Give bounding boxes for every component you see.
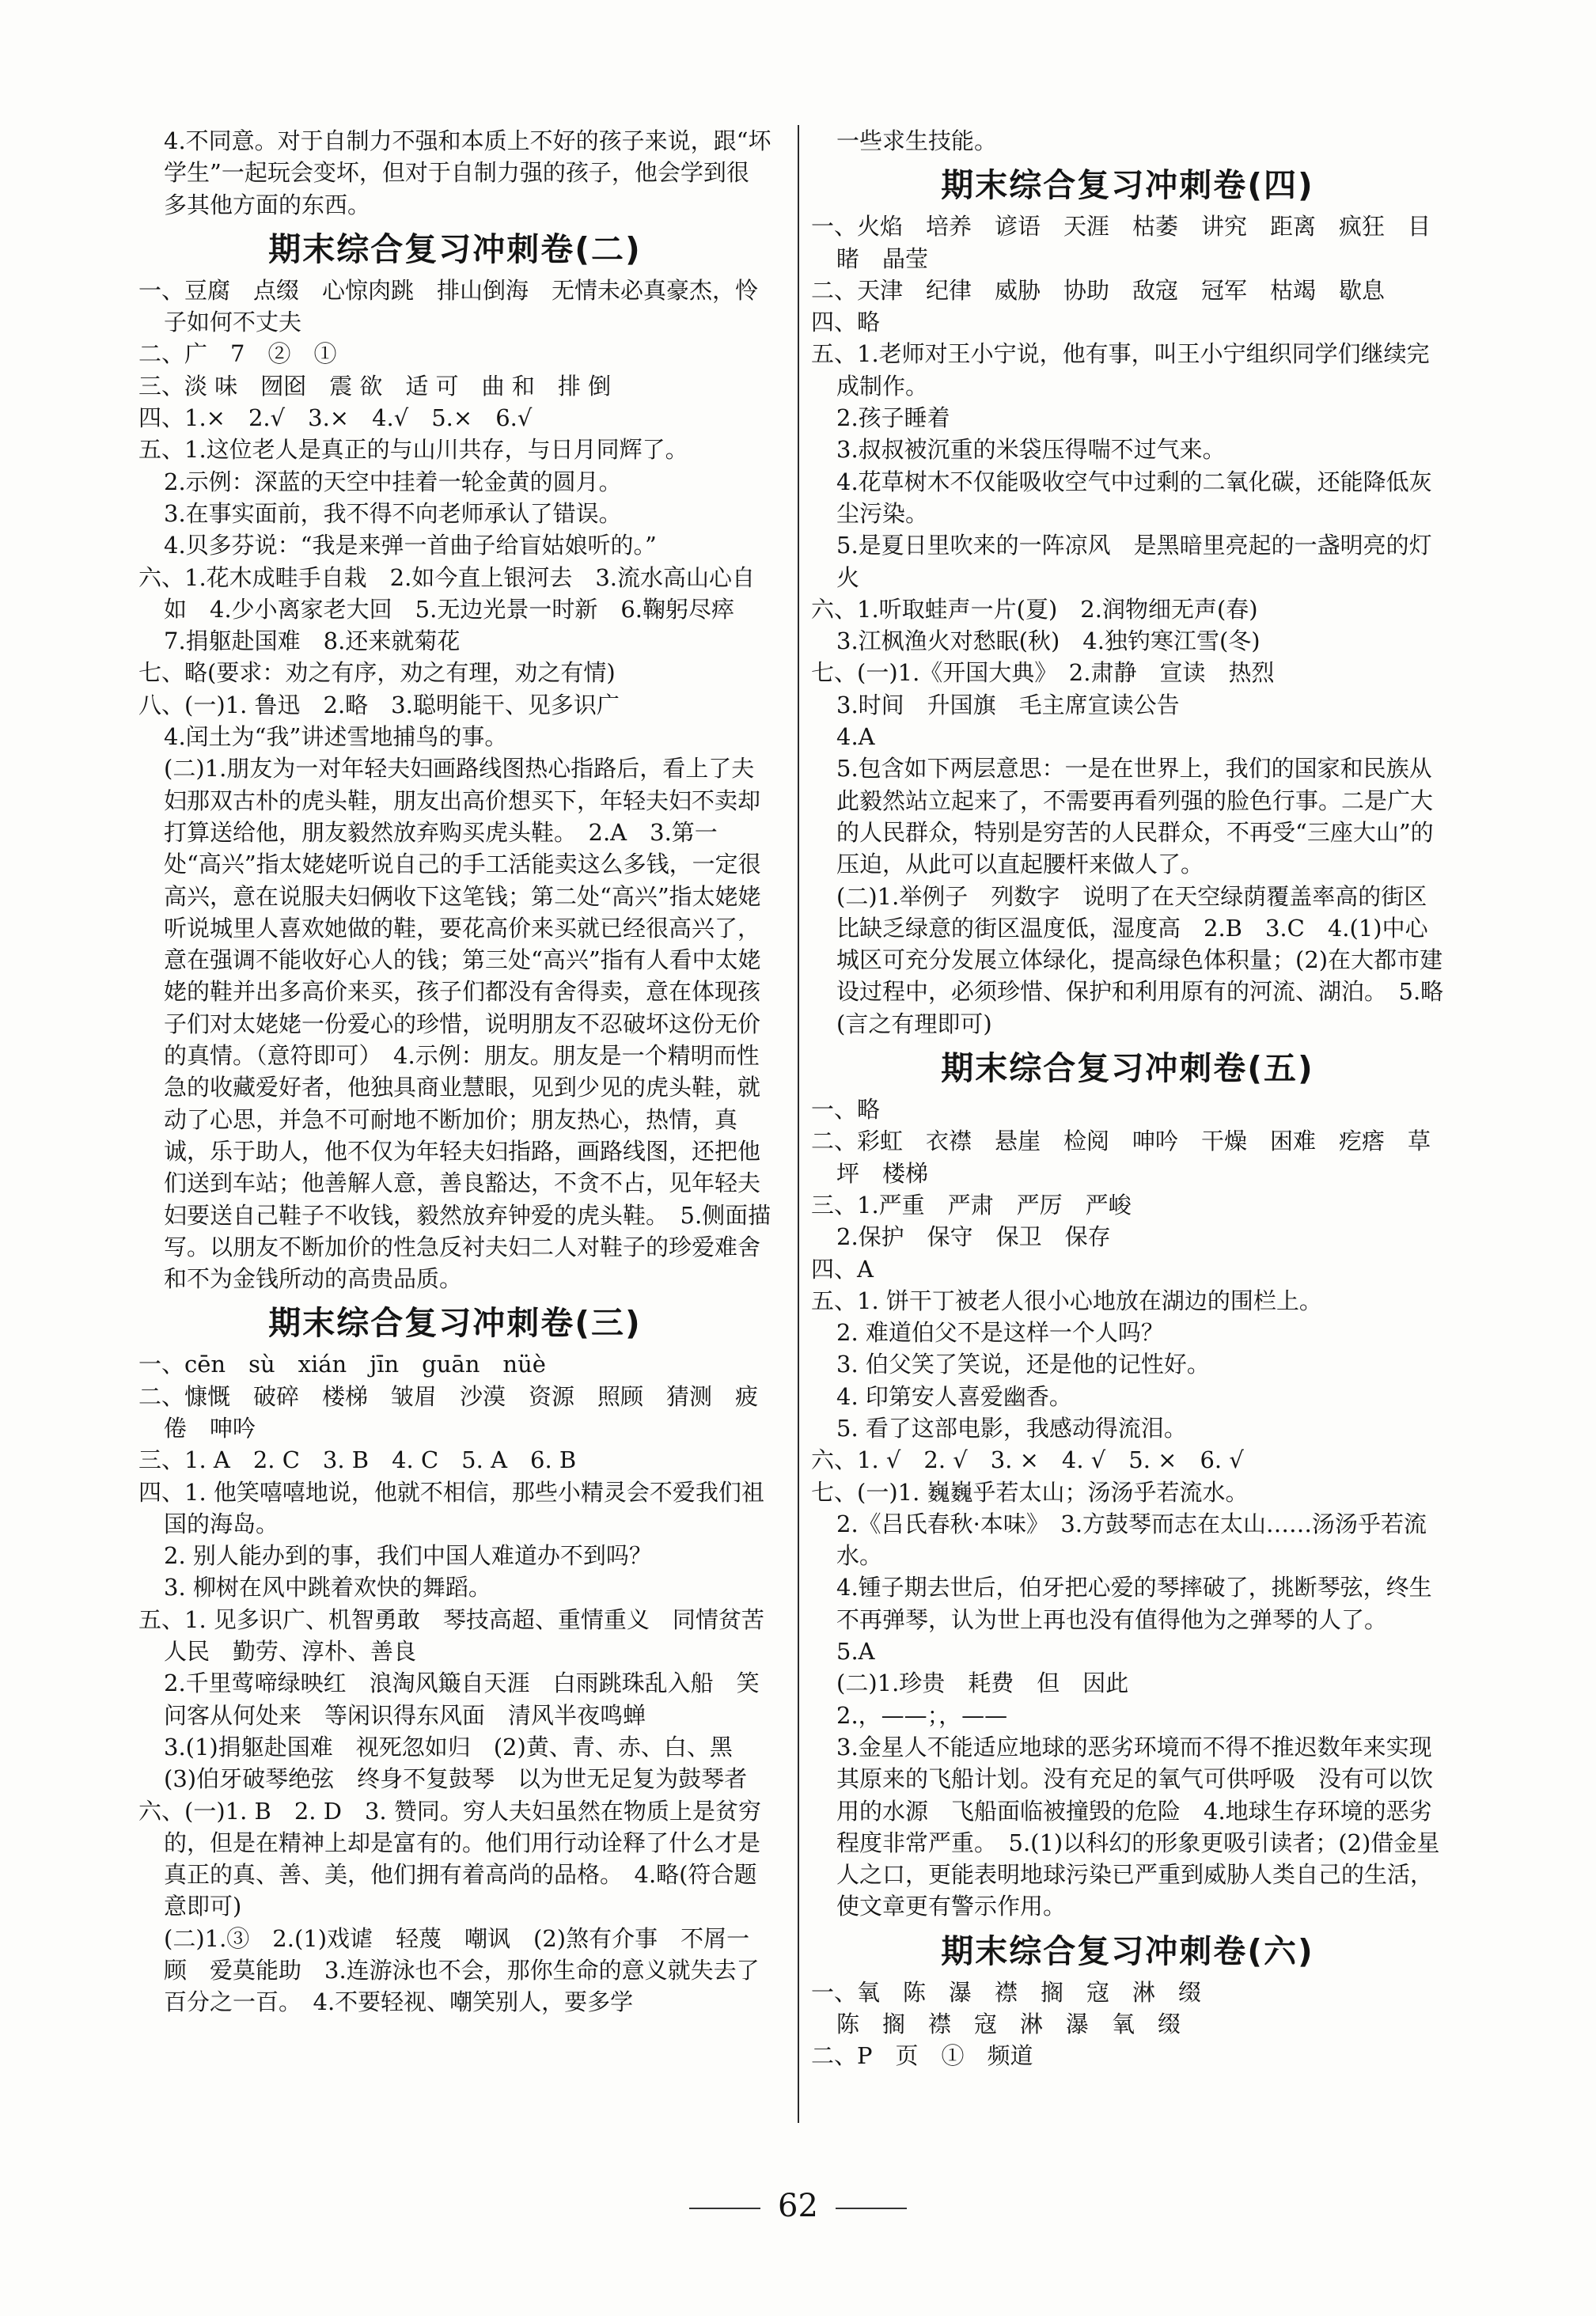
answer-line: 5.是夏日里吹来的一阵凉风 是黑暗里亮起的一盏明亮的灯火 bbox=[836, 532, 1432, 591]
answer-line: 四、略 bbox=[811, 309, 881, 336]
answer-line: 2.《吕氏春秋·本味》 3.方鼓琴而志在太山……汤汤乎若流水。 bbox=[836, 1510, 1427, 1570]
answer-line: 4.锺子期去世后，伯牙把心爱的琴摔破了，挑断琴弦，终生不再弹琴，认为世上再也没有值得他为之弹琴的人了。 bbox=[836, 1574, 1432, 1633]
answer-line: 4.不同意。对于自制力不强和本质上不好的孩子来说，跟“坏学生”一起玩会变坏，但对于自制力强的孩子，他会学到很多其他方面的东西。 bbox=[164, 127, 771, 218]
answer-line: 4. 印第安人喜爱幽香。 bbox=[836, 1382, 1072, 1410]
answer-line: 六、(一)1. B 2. D 3. 赞同。穷人夫妇虽然在物质上是贫穷的，但是在精神上却是富有的。他们用行动诠释了什么才是真正的真、善、美，他们拥有着高尚的品格。 4.略(符合题意即可) bbox=[138, 1797, 761, 1920]
answer-line: 七、略(要求：劝之有序，劝之有理，劝之有情) bbox=[138, 659, 616, 687]
answer-line: 五、1. 见多识广、机智勇敢 琴技高超、重情重义 同情贫苦人民 勤劳、淳朴、善良 bbox=[138, 1605, 764, 1666]
answer-line: 五、1.老师对王小宁说，他有事，叫王小宁组织同学们继续完成制作。 bbox=[811, 340, 1430, 400]
answer-line: 二、P 页 ① 频道 bbox=[811, 2042, 1033, 2070]
column-divider bbox=[798, 125, 799, 2123]
section-heading: 期末综合复习冲刺卷(二) bbox=[268, 229, 642, 268]
answer-line: 二、广 7 ② ① bbox=[138, 340, 337, 368]
answer-line: 3.叔叔被沉重的米袋压得喘不过气来。 bbox=[836, 436, 1226, 464]
answer-line: 八、(一)1. 鲁迅 2.略 3.聪明能干、见多识广 bbox=[138, 691, 620, 718]
answer-line: 一、氧 陈 瀑 襟 搁 寇 淋 缀 bbox=[811, 1978, 1202, 2006]
footer-dash-left bbox=[689, 2208, 760, 2209]
section-heading: 期末综合复习冲刺卷(五) bbox=[941, 1049, 1314, 1088]
answer-line: 5.A bbox=[836, 1638, 875, 1666]
answer-line: 七、(一)1. 巍巍乎若太山；汤汤乎若流水。 bbox=[811, 1478, 1249, 1506]
answer-line: 3.(1)捐躯赴国难 视死忽如归 (2)黄、青、赤、白、黑 (3)伯牙破琴绝弦 终身不复鼓琴 以为世无足复为鼓琴者 bbox=[164, 1733, 756, 1793]
answer-line: 六、1.听取蛙声一片(夏) 2.润物细无声(春) bbox=[811, 595, 1258, 623]
answer-line: 4.A bbox=[836, 723, 875, 751]
right-column bbox=[811, 125, 1444, 2072]
answer-line: 3.在事实面前，我不得不向老师承认了错误。 bbox=[164, 499, 622, 527]
answer-line: 二、彩虹 衣襟 悬崖 检阅 呻吟 干燥 困难 疙瘩 草坪 楼梯 bbox=[811, 1128, 1431, 1187]
answer-line: 六、1. √ 2. √ 3. × 4. √ 5. × 6. √ bbox=[811, 1446, 1244, 1474]
answer-line: (二)1.举例子 列数字 说明了在天空绿荫覆盖率高的街区比缺乏绿意的街区温度低，湿度高 2.B 3.C 4.(1)中心城区可充分发展立体绿化，提高绿色体积量；(2)在大都市建设过程中，必须珍惜、保护和利用原有的河流、湖泊。 5.略(言之有理即可) bbox=[836, 882, 1444, 1037]
answer-line: 3. 柳树在风中跳着欢快的舞蹈。 bbox=[164, 1574, 491, 1601]
answer-line: 四、1.× 2.√ 3.× 4.√ 5.× 6.√ bbox=[138, 404, 533, 432]
section-heading: 期末综合复习冲刺卷(六) bbox=[941, 1931, 1314, 1970]
answer-line: 六、1.花木成畦手自栽 2.如今直上银河去 3.流水高山心自如 4.少小离家老大回 5.无边光景一时新 6.鞠躬尽瘁 7.捐躯赴国难 8.还来就菊花 bbox=[138, 563, 758, 655]
answer-line: (二)1.珍贵 耗费 但 因此 bbox=[836, 1670, 1129, 1697]
answer-line: 一、火焰 培养 谚语 天涯 枯萎 讲究 距离 疯狂 目睹 晶莹 bbox=[811, 213, 1431, 272]
answer-line: 3. 伯父笑了笑说，还是他的记性好。 bbox=[836, 1351, 1210, 1378]
answer-line: 三、1. A 2. C 3. B 4. C 5. A 6. B bbox=[138, 1446, 577, 1474]
answer-line: (二)1.朋友为一对年轻夫妇画路线图热心指路后，看上了夫妇那双古朴的虎头鞋，朋友出高价想买下，年轻夫妇不卖却打算送给他，朋友毅然放弃购买虎头鞋。 2.A 3.第一处“高兴”指太姥姥听说自己的手工活能卖这么多钱，一定很高兴，意在说服夫妇俩收下这笔钱；第二处“高兴”指太姥姥听说城里人喜欢她做的鞋，要花高价来买就已经很高兴了，意在强调不能收好心人的钱；第三处“高兴”指有人看中太姥姥的鞋并出多高价来买，孩子们都没有舍得卖，意在体现孩子们对太姥姥一份爱心的珍惜，说明朋友不忍破坏这份无价的真情。（意符即可） 4.示例：朋友。朋友是一个精明而性急的收藏爱好者，他独具商业慧眼，见到少见的虎头鞋，就动了心思，并急不可耐地不断加价；朋友热心，热情，真诚，乐于助人，他不仅为年轻夫妇指路，画路线图，还把他们送到车站；他善解人意，善良豁达，不贪不占，见年轻夫妇要送自己鞋子不收钱，毅然放弃钟爱的虎头鞋。 5.侧面描写。以朋友不断加价的性急反衬夫妇二人对鞋子的珍爱难舍和不为金钱所动的高贵品质。 bbox=[164, 755, 771, 1293]
answer-line: 三、1.严重 严肃 严厉 严峻 bbox=[811, 1191, 1132, 1219]
footer-dash-right bbox=[836, 2208, 907, 2209]
answer-line: 二、天津 纪律 威胁 协助 敌寇 冠军 枯竭 歇息 bbox=[811, 276, 1386, 304]
answer-line: 二、慷慨 破碎 楼梯 皱眉 沙漠 资源 照顾 猜测 疲倦 呻吟 bbox=[138, 1382, 759, 1442]
answer-line: 一些求生技能。 bbox=[836, 127, 998, 154]
answer-line: 3.时间 升国旗 毛主席宣读公告 bbox=[836, 691, 1180, 718]
answer-line: 2. 难道伯父不是这样一个人吗？ bbox=[836, 1319, 1164, 1347]
answer-line: 三、淡 味 囫囵 震 欲 适 可 曲 和 排 倒 bbox=[138, 372, 612, 400]
answer-line: 2.保护 保守 保卫 保存 bbox=[836, 1223, 1111, 1251]
answer-line: (二)1.③ 2.(1)戏谑 轻蔑 嘲讽 (2)煞有介事 不屑一顾 爱莫能助 3.连游泳也不会，那你生命的意义就失去了百分之一百。 4.不要轻视、嘲笑别人，要多学 bbox=[164, 1924, 760, 2016]
answer-line: 3.金星人不能适应地球的恶劣环境而不得不推迟数年来实现其原来的飞船计划。没有充足的氧气可供呼吸 没有可以饮用的水源 飞船面临被撞毁的危险 4.地球生存环境的恶劣程度非常严重。 5.(1)以科幻的形象更吸引读者；(2)借金星人之口，更能表明地球污染已严重到威胁人类自己的生活，使文章更有警示作用。 bbox=[836, 1733, 1440, 1920]
section-heading: 期末综合复习冲刺卷(三) bbox=[268, 1304, 642, 1343]
left-column bbox=[138, 125, 771, 2018]
page-number: 62 bbox=[778, 2188, 818, 2224]
answer-line: 5.包含如下两层意思：一是在世界上，我们的国家和民族从此毅然站立起来了，不需要再看列强的脸色行事。二是广大的人民群众，特别是穷苦的人民群众，不再受“三座大山”的压迫，从此可以直起腰杆来做人了。 bbox=[836, 755, 1434, 878]
answer-line: 一、略 bbox=[811, 1096, 881, 1124]
answer-line: 2.示例：深蓝的天空中挂着一轮金黄的圆月。 bbox=[164, 468, 622, 495]
answer-line: 2.孩子睡着 bbox=[836, 404, 950, 432]
answer-line: 4.闰土为“我”讲述雪地捕鸟的事。 bbox=[164, 723, 508, 751]
answer-line: 2.千里莺啼绿映红 浪淘风簸自天涯 白雨跳珠乱入船 笑问客从何处来 等闲识得东风面 清风半夜鸣蝉 bbox=[164, 1670, 760, 1729]
answer-line: 4.贝多芬说：“我是来弹一首曲子给盲姑娘听的。” bbox=[164, 532, 657, 559]
answer-line: 2. 别人能办到的事，我们中国人难道办不到吗？ bbox=[164, 1542, 652, 1570]
answer-line: 一、豆腐 点缀 心惊肉跳 排山倒海 无情未必真豪杰，怜子如何不丈夫 bbox=[138, 276, 759, 336]
answer-line: 3.江枫渔火对愁眠(秋) 4.独钓寒江雪(冬) bbox=[836, 627, 1260, 655]
answer-line: 五、1.这位老人是真正的与山川共存，与日月同辉了。 bbox=[138, 436, 688, 464]
answer-line: 一、cēn sù xián jīn guān nüè bbox=[138, 1351, 546, 1378]
answer-line: 五、1. 饼干丁被老人很小心地放在湖边的围栏上。 bbox=[811, 1287, 1322, 1314]
answer-line: 4.花草树木不仅能吸收空气中过剩的二氧化碳，还能降低灰尘污染。 bbox=[836, 468, 1432, 527]
answer-line: 四、A bbox=[811, 1255, 874, 1283]
answer-line: 四、1. 他笑嘻嘻地说，他就不相信，那些小精灵会不爱我们祖国的海岛。 bbox=[138, 1478, 764, 1537]
answer-line: 七、(一)1.《开国大典》 2.肃静 宣读 热烈 bbox=[811, 659, 1275, 687]
page-footer bbox=[0, 2188, 1596, 2224]
answer-line: 5. 看了这部电影，我感动得流泪。 bbox=[836, 1414, 1187, 1442]
section-heading: 期末综合复习冲刺卷(四) bbox=[941, 166, 1314, 205]
answer-line: 2.，——；，—— bbox=[836, 1701, 1008, 1729]
answer-line: 陈 搁 襟 寇 淋 瀑 氧 缀 bbox=[836, 2011, 1181, 2038]
